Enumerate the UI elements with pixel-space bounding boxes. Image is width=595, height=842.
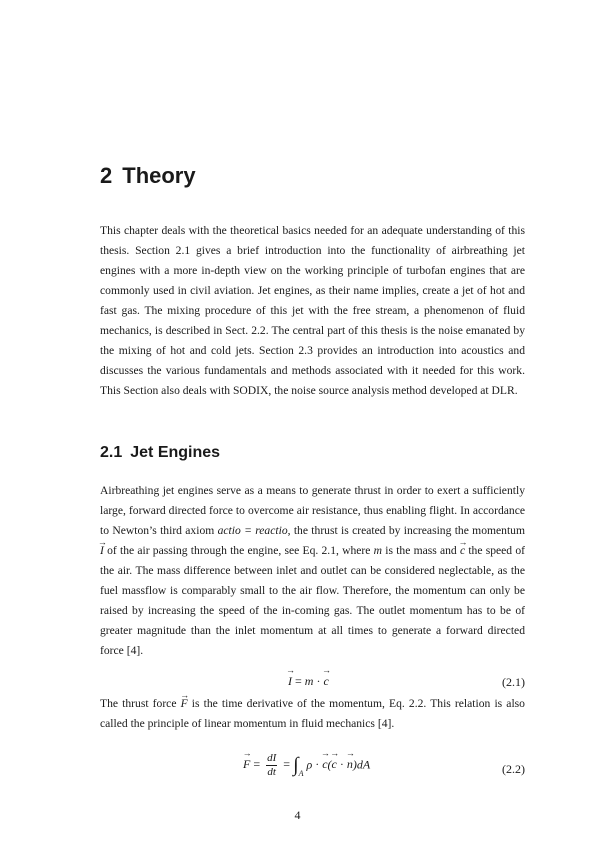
intro-paragraph: This chapter deals with the theoretical basics needed for an adequate understanding of this thesis. Section 2.1 gives a brief introduction into the functionality of airbreathing jet engines with a more in-depth view on the working principle of turbofan engines that are commonly used in civil aviation. Jet engines, as their name implies, create a jet of hot and fast gas. The mixing procedure of this jet with the free stream, a phenomenon of fluid mechanics, is described in Sect. 2.2. The central part of this thesis is the noise emanated by the mixing of hot and cold jets. Section 2.3 provides an introduction into acoustics and discusses the various fundamentals and methods associated with it needed for this work. This Section also deals with SODIX, the noise source analysis method developed at DLR. (100, 224, 525, 397)
equation-body (243, 752, 370, 779)
eq-fraction (266, 752, 277, 779)
jet-engines-paragraph (100, 481, 525, 661)
text-run: , the thrust is created by increasing the momentum (287, 524, 525, 537)
eq-fraction-numerator: dI (267, 752, 277, 764)
eq-fraction-denominator: dt (267, 766, 276, 778)
text-run: the speed of the air. The mass difference between inlet and outlet can be considered neglectable, as the fuel massflow is comparably small to the air flow. Therefore, the momentum can only be raised by increasing the speed of the in-coming gas. The outlet momentum has to be of greater magnitude than the inlet momentum at all times to generate a forward directed force [4]. (100, 544, 525, 657)
text-run: is the mass and (382, 544, 460, 557)
text-run: The thrust force (100, 697, 181, 710)
eq-equals: = (295, 674, 302, 688)
eq-dA: dA (356, 757, 371, 772)
section-title (100, 443, 220, 463)
equation-2-2 (100, 752, 525, 786)
eq-dot: · (339, 757, 344, 772)
equation-number: (2.2) (502, 762, 525, 776)
eq-speed: c → (332, 757, 337, 772)
equation-body (288, 674, 329, 689)
eq-speed: c → (322, 757, 327, 772)
eq-equals: = (283, 757, 291, 772)
chapter-title-text: Theory (122, 163, 196, 188)
eq-speed: c → (323, 674, 328, 689)
section-title-text: Jet Engines (130, 444, 221, 461)
eq-mass: m (304, 674, 314, 688)
text-run: is the time derivative of the momentum, Eq. 2.2. This relation is also called the principle of linear momentum in fluid mechanics [4]. (100, 697, 525, 730)
chapter-number: 2 (100, 163, 113, 188)
eq-equals: = (253, 757, 261, 772)
text-run: of the air passing through the engine, see Eq. 2.1, where (103, 544, 374, 557)
speed-symbol: c → (460, 541, 465, 561)
mass-symbol: m (373, 544, 383, 557)
eq-rho: ρ (306, 757, 313, 772)
thrust-paragraph (100, 694, 525, 734)
eq-momentum: I → (288, 674, 292, 689)
eq-force: F → (243, 757, 250, 772)
eq-paren-open: ( (327, 757, 332, 772)
momentum-symbol: I → (100, 541, 104, 561)
eq-dot: · (315, 757, 320, 772)
eq-dot: · (316, 674, 321, 688)
eq-integral-sub: A (298, 769, 304, 779)
text-run: Airbreathing jet engines serve as a means to generate thrust in order to exert a sufficiently large, forward directed force to overcome air resistance, thus enabling flight. In accordance to Newton’s third axiom (100, 484, 525, 537)
equation-number: (2.1) (502, 675, 525, 689)
chapter-title (100, 162, 196, 190)
axiom-text: actio = reactio (217, 524, 288, 537)
section-number: 2.1 (100, 444, 123, 461)
page-number: 4 (294, 808, 301, 822)
force-symbol: F → (181, 694, 188, 714)
equation-2-1 (100, 674, 525, 696)
eq-paren-close: ) (352, 757, 357, 772)
eq-normal: n → (347, 757, 353, 772)
eq-integral: ∫ (293, 754, 299, 776)
